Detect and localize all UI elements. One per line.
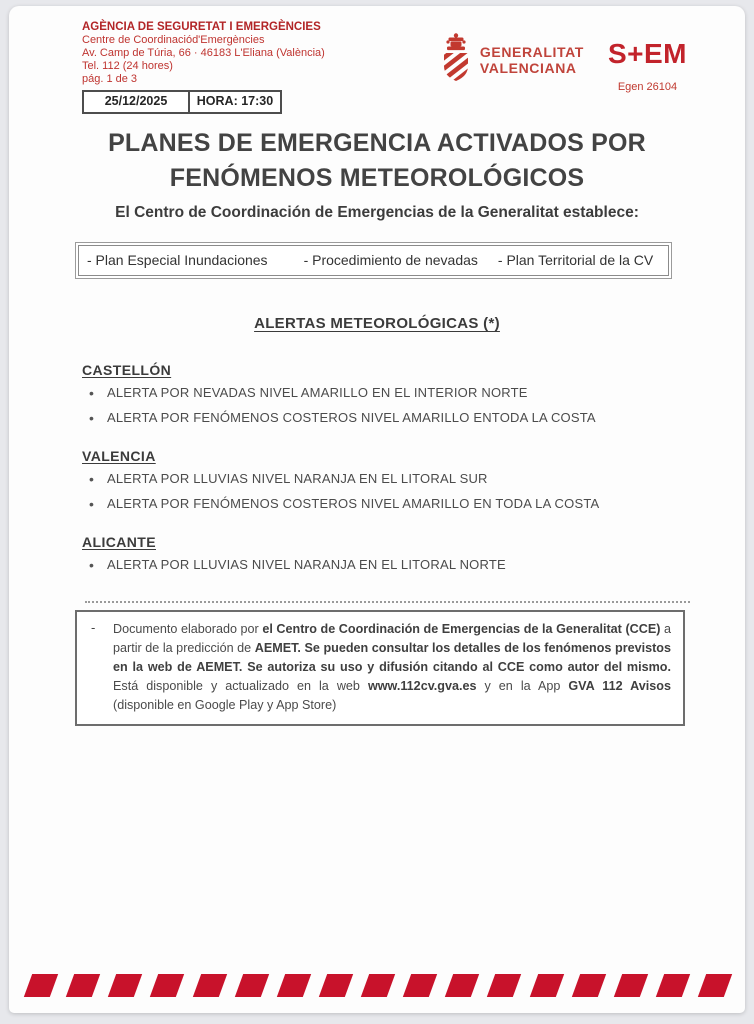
- note-seg-bold: el Centro de Coordinación de Emergencias de la Generalitat (CCE): [262, 622, 661, 636]
- bullet-icon: [82, 556, 107, 575]
- stripe-block: [445, 974, 479, 997]
- agency-phone: Tel. 112 (24 hores): [82, 60, 173, 72]
- time-cell: HORA: 17:30: [196, 94, 274, 108]
- stripe-block: [487, 974, 521, 997]
- logo-group: [439, 20, 687, 114]
- stripe-block: [571, 974, 605, 997]
- section-title: ALICANTE: [82, 534, 156, 550]
- note-seg-bold: AEMET. Se pueden consultar los detalles de los fenómenos previstos en la web de AEMET. Se autoriza su uso y difusión citando al CCE como autor del mismo.: [113, 641, 671, 674]
- plan-item-nevadas: - Procedimiento de nevadas: [303, 252, 478, 268]
- generalitat-word-2: VALENCIANA: [479, 60, 577, 76]
- stripe-block: [656, 974, 690, 997]
- alert-text: ALERTA POR LLUVIAS NIVEL NARANJA EN EL LITORAL SUR: [107, 471, 488, 486]
- stripe-block: [234, 974, 268, 997]
- sem-block: [608, 32, 687, 114]
- date-time-table: [82, 90, 282, 114]
- generalitat-wordmark: [480, 32, 584, 76]
- activated-plans-box: [75, 242, 672, 279]
- sem-logo: S+EM: [607, 38, 687, 69]
- alert-text: ALERTA POR LLUVIAS NIVEL NARANJA EN EL LITORAL NORTE: [107, 557, 506, 572]
- stripe-block: [614, 974, 648, 997]
- stripe-block: [108, 974, 142, 997]
- alert-item: [82, 409, 685, 428]
- bullet-icon: [82, 409, 107, 428]
- stripe-block: [66, 974, 100, 997]
- page-header: [9, 6, 745, 114]
- note-seg: (disponible en Google Play y App Store): [113, 698, 337, 712]
- bullet-icon: [82, 384, 107, 403]
- stripe-block: [319, 974, 353, 997]
- stripe-block: [361, 974, 395, 997]
- alert-item: [82, 556, 685, 575]
- section-alicante: [82, 534, 685, 575]
- alert-item: [82, 495, 685, 514]
- generalitat-word-1: GENERALITAT: [479, 44, 584, 60]
- note-url: www.112cv.gva.es: [367, 679, 477, 693]
- note-paragraph: [113, 620, 671, 715]
- generalitat-emblem-icon: [439, 32, 473, 91]
- alert-sections: [9, 362, 745, 575]
- source-note-box: [75, 610, 685, 726]
- agency-block: [82, 20, 325, 114]
- section-castellon: [82, 362, 685, 428]
- alert-item: [82, 384, 685, 403]
- section-title: VALENCIA: [82, 448, 156, 464]
- agency-address: Av. Camp de Túria, 66 · 46183 L'Eliana (València): [82, 47, 325, 59]
- alert-item: [82, 470, 685, 489]
- document-title: [9, 126, 745, 196]
- plan-item-territorial: - Plan Territorial de la CV: [497, 252, 654, 268]
- note-seg: a partir de la predicción de: [113, 622, 671, 655]
- stripe-block: [277, 974, 311, 997]
- alerts-heading: ALERTAS METEOROLÓGICAS (*): [254, 315, 500, 332]
- note-dash: -: [91, 620, 96, 635]
- egen-code: Egen 26104: [617, 81, 678, 93]
- page-number: pág. 1 de 3: [82, 73, 138, 85]
- hazard-stripe: [28, 974, 728, 997]
- alert-text: ALERTA POR FENÓMENOS COSTEROS NIVEL AMARILLO EN TODA LA COSTA: [107, 496, 600, 511]
- section-title: CASTELLÓN: [82, 362, 172, 378]
- plan-item-inundaciones: - Plan Especial Inundaciones: [87, 252, 268, 268]
- title-line-2: FENÓMENOS METEOROLÓGICOS: [169, 164, 585, 192]
- generalitat-logo: [439, 32, 584, 114]
- alert-text: ALERTA POR NEVADAS NIVEL AMARILLO EN EL INTERIOR NORTE: [107, 385, 528, 400]
- title-line-1: PLANES DE EMERGENCIA ACTIVADOS POR: [108, 129, 646, 157]
- bullet-icon: [82, 470, 107, 489]
- dotted-divider: [85, 601, 690, 603]
- agency-centre: Centre de Coordinaciód'Emergències: [82, 34, 265, 46]
- note-seg: y en la App: [476, 679, 569, 693]
- stripe-block: [698, 974, 732, 997]
- note-app-name: GVA 112 Avisos: [568, 679, 671, 693]
- activated-plans-row: [78, 245, 669, 276]
- bullet-icon: [82, 495, 107, 514]
- alert-text: ALERTA POR FENÓMENOS COSTEROS NIVEL AMARILLO ENTODA LA COSTA: [107, 410, 596, 425]
- document-page: [9, 6, 745, 1013]
- note-seg: Documento elaborado por: [113, 622, 263, 636]
- stripe-block: [24, 974, 58, 997]
- note-seg: Está disponible y actualizado en la web: [113, 679, 368, 693]
- section-valencia: [82, 448, 685, 514]
- stripe-block: [192, 974, 226, 997]
- document-subtitle: El Centro de Coordinación de Emergencias de la Generalitat establece:: [115, 204, 639, 221]
- stripe-block: [150, 974, 184, 997]
- agency-name: AGÈNCIA DE SEGURETAT I EMERGÈNCIES: [82, 21, 321, 33]
- stripe-block: [403, 974, 437, 997]
- stripe-block: [529, 974, 563, 997]
- date-cell: 25/12/2025: [84, 92, 190, 112]
